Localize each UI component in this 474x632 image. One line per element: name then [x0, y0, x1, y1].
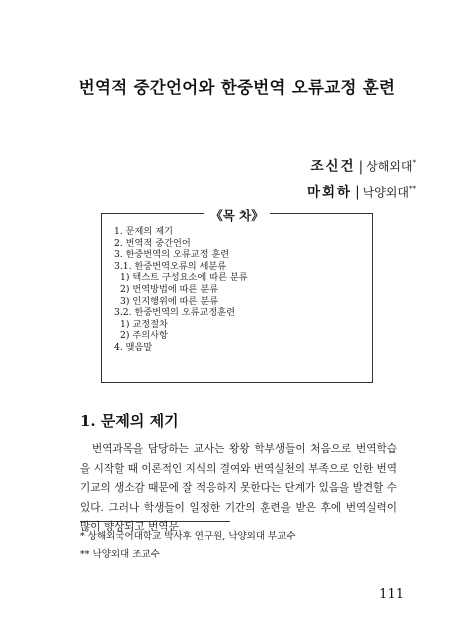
- toc-title: 《목 차》: [204, 208, 270, 223]
- footnote-2: ** 낙양외대 조교수: [80, 549, 160, 560]
- toc-item: 3. 한중번역의 오류교정 훈련: [114, 249, 230, 261]
- footnote-1: * 상해외국어대학교 박사후 연구원, 낙양외대 부교수: [80, 531, 296, 542]
- author-1: [307, 152, 416, 178]
- toc-item: 3.2. 한중번역의 오류교정훈련: [114, 307, 235, 319]
- toc-item: 3) 인지행위에 따른 분류: [120, 295, 219, 307]
- author-affiliation: 상해외대: [366, 159, 413, 174]
- author-name: 조신건: [310, 158, 356, 175]
- author-affiliation: 낙양외대: [362, 185, 409, 199]
- footnote-divider: [80, 521, 230, 522]
- author-separator: |: [358, 158, 364, 175]
- toc-item: 4. 맺음말: [114, 341, 153, 353]
- footnote-mark: *: [412, 159, 416, 167]
- body-paragraph: 번역과목을 담당하는 교사는 왕왕 학부생들이 처음으로 번역학습을 시작할 때 이론적인 지식의 결여와 번역실천의 부족으로 인한 번역기교의 생소감 때문에 잘 적응하지 못한다는 단계가 있음을 발견할 수 있다. 그러나 학생들이 일정한 기간의 훈련을 받은 후에 번역실력이 많이 향상되고 번역문: [80, 443, 397, 533]
- toc-item: 1) 텍스트 구성요소에 따른 분류: [120, 272, 248, 284]
- toc-item: 1. 문제의 제기: [114, 226, 173, 237]
- paper-title: 번역적 중간언어와 한중번역 오류교정 훈련: [78, 78, 396, 97]
- author-separator: |: [355, 184, 360, 200]
- footnote-mark: **: [409, 184, 416, 193]
- table-of-contents: [101, 208, 373, 383]
- author-name: 마회하: [306, 184, 353, 200]
- section-heading: 1. 문제의 제기: [80, 412, 179, 430]
- toc-list: [114, 226, 248, 354]
- footnotes: [80, 528, 296, 564]
- toc-item: 1) 교정절차: [120, 318, 168, 330]
- toc-item: 2) 번역방법에 따른 분류: [120, 283, 219, 295]
- toc-item: 2) 주의사항: [120, 330, 168, 342]
- toc-item: 3.1. 한중번역오류의 세분류: [114, 260, 227, 272]
- toc-item: 2. 번역적 중간언어: [114, 237, 191, 249]
- page-number: 111: [379, 587, 404, 602]
- author-list: [307, 152, 416, 203]
- author-2: [307, 178, 416, 204]
